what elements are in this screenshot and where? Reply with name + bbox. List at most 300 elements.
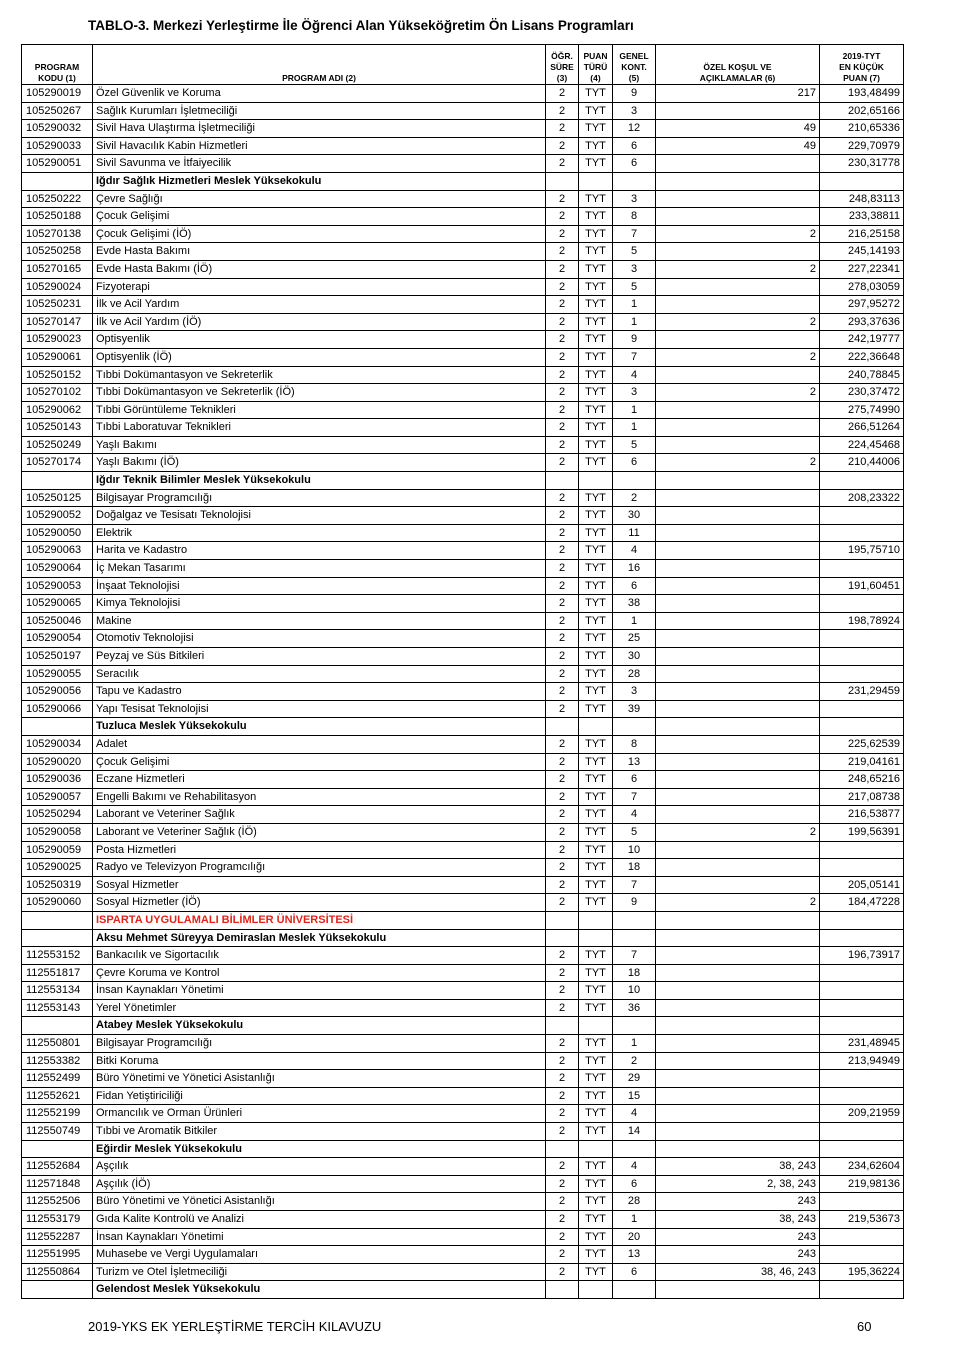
- score-type-cell: [579, 929, 613, 947]
- table-row: [22, 155, 904, 173]
- notes-cell: [656, 560, 820, 578]
- duration-cell: 2: [546, 507, 579, 525]
- notes-cell: [656, 489, 820, 507]
- quota-cell: 1: [613, 313, 656, 331]
- table-row: [22, 859, 904, 877]
- table-row: [22, 665, 904, 683]
- duration-cell: 2: [546, 1070, 579, 1088]
- program-name-cell: Yaşlı Bakımı (İÖ): [93, 454, 546, 472]
- quota-cell: 1: [613, 419, 656, 437]
- table-row: [22, 384, 904, 402]
- min-score-cell: [820, 595, 904, 613]
- program-code-cell: 112552684: [22, 1158, 93, 1176]
- program-code-cell: [22, 1017, 93, 1035]
- min-score-cell: 248,65216: [820, 771, 904, 789]
- min-score-cell: 191,60451: [820, 577, 904, 595]
- program-code-cell: 105290065: [22, 595, 93, 613]
- table-row: [22, 1193, 904, 1211]
- duration-cell: 2: [546, 947, 579, 965]
- duration-cell: 2: [546, 190, 579, 208]
- score-type-cell: TYT: [579, 313, 613, 331]
- quota-cell: 6: [613, 454, 656, 472]
- min-score-cell: [820, 911, 904, 929]
- notes-cell: 2: [656, 894, 820, 912]
- min-score-cell: 248,83113: [820, 190, 904, 208]
- quota-cell: 1: [613, 1035, 656, 1053]
- program-name-cell: Tapu ve Kadastro: [93, 683, 546, 701]
- table-row: [22, 454, 904, 472]
- table-row: [22, 876, 904, 894]
- duration-cell: 2: [546, 542, 579, 560]
- min-score-cell: 209,21959: [820, 1105, 904, 1123]
- quota-cell: [613, 718, 656, 736]
- quota-cell: 1: [613, 296, 656, 314]
- program-name-cell: Çevre Sağlığı: [93, 190, 546, 208]
- duration-cell: 2: [546, 648, 579, 666]
- score-type-cell: TYT: [579, 489, 613, 507]
- program-code-cell: 105290019: [22, 85, 93, 103]
- duration-cell: [546, 911, 579, 929]
- program-name-cell: Özel Güvenlik ve Koruma: [93, 85, 546, 103]
- duration-cell: 2: [546, 630, 579, 648]
- score-type-cell: TYT: [579, 102, 613, 120]
- notes-cell: [656, 771, 820, 789]
- score-type-cell: TYT: [579, 982, 613, 1000]
- quota-cell: 5: [613, 436, 656, 454]
- min-score-cell: 227,22341: [820, 260, 904, 278]
- header-duration: ÖĞR. SÜRE (3): [546, 45, 579, 85]
- min-score-cell: 198,78924: [820, 612, 904, 630]
- program-name-cell: İlk ve Acil Yardım: [93, 296, 546, 314]
- program-name-cell: Adalet: [93, 735, 546, 753]
- program-code-cell: 105290052: [22, 507, 93, 525]
- duration-cell: 2: [546, 366, 579, 384]
- score-type-cell: TYT: [579, 208, 613, 226]
- duration-cell: 2: [546, 1052, 579, 1070]
- program-name-cell: Iğdır Teknik Bilimler Meslek Yüksekokulu: [93, 472, 546, 490]
- duration-cell: 2: [546, 595, 579, 613]
- table-row: [22, 753, 904, 771]
- notes-cell: 49: [656, 120, 820, 138]
- min-score-cell: 231,29459: [820, 683, 904, 701]
- min-score-cell: 266,51264: [820, 419, 904, 437]
- notes-cell: [656, 1140, 820, 1158]
- program-code-cell: 112550801: [22, 1035, 93, 1053]
- table-row: [22, 401, 904, 419]
- program-code-cell: 105250152: [22, 366, 93, 384]
- min-score-cell: 193,48499: [820, 85, 904, 103]
- table-row: [22, 1087, 904, 1105]
- min-score-cell: 216,25158: [820, 225, 904, 243]
- table-row: [22, 436, 904, 454]
- notes-cell: [656, 999, 820, 1017]
- duration-cell: 2: [546, 612, 579, 630]
- score-type-cell: TYT: [579, 683, 613, 701]
- program-code-cell: [22, 1140, 93, 1158]
- notes-cell: [656, 542, 820, 560]
- program-code-cell: 112552287: [22, 1228, 93, 1246]
- notes-cell: [656, 1052, 820, 1070]
- quota-cell: 5: [613, 278, 656, 296]
- quota-cell: 3: [613, 384, 656, 402]
- min-score-cell: 231,48945: [820, 1035, 904, 1053]
- program-code-cell: 105250319: [22, 876, 93, 894]
- quota-cell: 14: [613, 1123, 656, 1141]
- min-score-cell: 210,65336: [820, 120, 904, 138]
- score-type-cell: TYT: [579, 366, 613, 384]
- score-type-cell: TYT: [579, 894, 613, 912]
- quota-cell: 5: [613, 243, 656, 261]
- program-code-cell: [22, 172, 93, 190]
- program-name-cell: İnşaat Teknolojisi: [93, 577, 546, 595]
- program-code-cell: 105250267: [22, 102, 93, 120]
- duration-cell: 2: [546, 1123, 579, 1141]
- duration-cell: 2: [546, 155, 579, 173]
- min-score-cell: 195,75710: [820, 542, 904, 560]
- quota-cell: 2: [613, 489, 656, 507]
- quota-cell: 8: [613, 735, 656, 753]
- table-row: [22, 683, 904, 701]
- notes-cell: [656, 718, 820, 736]
- table-row: [22, 542, 904, 560]
- program-name-cell: Sivil Havacılık Kabin Hizmetleri: [93, 137, 546, 155]
- score-type-cell: TYT: [579, 524, 613, 542]
- page-title: TABLO-3. Merkezi Yerleştirme İle Öğrenci Alan Yükseköğretim Ön Lisans Programları: [88, 18, 634, 33]
- duration-cell: 2: [546, 102, 579, 120]
- score-type-cell: TYT: [579, 964, 613, 982]
- table-row: [22, 788, 904, 806]
- notes-cell: 49: [656, 137, 820, 155]
- quota-cell: 39: [613, 700, 656, 718]
- duration-cell: 2: [546, 208, 579, 226]
- min-score-cell: [820, 1228, 904, 1246]
- table-row: [22, 348, 904, 366]
- program-name-cell: İlk ve Acil Yardım (İÖ): [93, 313, 546, 331]
- score-type-cell: TYT: [579, 120, 613, 138]
- header-score-type: PUAN TÜRÜ (4): [579, 45, 613, 85]
- table-row: [22, 260, 904, 278]
- quota-cell: 1: [613, 612, 656, 630]
- program-code-cell: 105290054: [22, 630, 93, 648]
- program-name-cell: Büro Yönetimi ve Yönetici Asistanlığı: [93, 1193, 546, 1211]
- score-type-cell: TYT: [579, 876, 613, 894]
- duration-cell: 2: [546, 683, 579, 701]
- score-type-cell: TYT: [579, 771, 613, 789]
- notes-cell: 2: [656, 823, 820, 841]
- school-heading-row: [22, 1140, 904, 1158]
- program-name-cell: Çocuk Gelişimi (İÖ): [93, 225, 546, 243]
- notes-cell: [656, 1087, 820, 1105]
- min-score-cell: 230,37472: [820, 384, 904, 402]
- notes-cell: [656, 331, 820, 349]
- program-code-cell: 105250258: [22, 243, 93, 261]
- school-heading-row: [22, 472, 904, 490]
- quota-cell: 3: [613, 260, 656, 278]
- notes-cell: [656, 190, 820, 208]
- duration-cell: 2: [546, 85, 579, 103]
- program-name-cell: Sosyal Hizmetler (İÖ): [93, 894, 546, 912]
- table-row: [22, 964, 904, 982]
- min-score-cell: [820, 1123, 904, 1141]
- min-score-cell: 229,70979: [820, 137, 904, 155]
- program-name-cell: Engelli Bakımı ve Rehabilitasyon: [93, 788, 546, 806]
- table-row: [22, 366, 904, 384]
- duration-cell: 2: [546, 1263, 579, 1281]
- program-code-cell: 105290050: [22, 524, 93, 542]
- min-score-cell: 297,95272: [820, 296, 904, 314]
- notes-cell: [656, 155, 820, 173]
- table-row: [22, 296, 904, 314]
- program-code-cell: [22, 911, 93, 929]
- program-name-cell: Laborant ve Veteriner Sağlık (İÖ): [93, 823, 546, 841]
- quota-cell: 18: [613, 964, 656, 982]
- program-code-cell: 105250294: [22, 806, 93, 824]
- notes-cell: [656, 436, 820, 454]
- notes-cell: 2: [656, 454, 820, 472]
- duration-cell: 2: [546, 243, 579, 261]
- min-score-cell: [820, 1070, 904, 1088]
- notes-cell: 217: [656, 85, 820, 103]
- duration-cell: 2: [546, 1105, 579, 1123]
- notes-cell: [656, 665, 820, 683]
- notes-cell: [656, 1017, 820, 1035]
- duration-cell: 2: [546, 489, 579, 507]
- notes-cell: 243: [656, 1246, 820, 1264]
- duration-cell: 2: [546, 1193, 579, 1211]
- table-row: [22, 894, 904, 912]
- school-heading-row: [22, 1281, 904, 1299]
- programs-table: [21, 44, 904, 1299]
- quota-cell: 30: [613, 648, 656, 666]
- program-code-cell: 105290032: [22, 120, 93, 138]
- min-score-cell: [820, 665, 904, 683]
- min-score-cell: 202,65166: [820, 102, 904, 120]
- notes-cell: 2: [656, 348, 820, 366]
- table-row: [22, 1211, 904, 1229]
- score-type-cell: TYT: [579, 542, 613, 560]
- program-code-cell: [22, 929, 93, 947]
- min-score-cell: 196,73917: [820, 947, 904, 965]
- program-name-cell: Büro Yönetimi ve Yönetici Asistanlığı: [93, 1070, 546, 1088]
- min-score-cell: 224,45468: [820, 436, 904, 454]
- program-name-cell: Evde Hasta Bakımı (İÖ): [93, 260, 546, 278]
- footer-title: 2019-YKS EK YERLEŞTİRME TERCİH KILAVUZU: [88, 1319, 382, 1334]
- notes-cell: [656, 788, 820, 806]
- program-code-cell: 112553179: [22, 1211, 93, 1229]
- program-name-cell: İç Mekan Tasarımı: [93, 560, 546, 578]
- duration-cell: 2: [546, 823, 579, 841]
- notes-cell: [656, 1123, 820, 1141]
- quota-cell: 7: [613, 225, 656, 243]
- min-score-cell: 230,31778: [820, 155, 904, 173]
- duration-cell: 2: [546, 120, 579, 138]
- program-name-cell: Sivil Savunma ve İtfaiyecilik: [93, 155, 546, 173]
- program-code-cell: 105250143: [22, 419, 93, 437]
- score-type-cell: TYT: [579, 947, 613, 965]
- school-heading-row: [22, 1017, 904, 1035]
- table-row: [22, 806, 904, 824]
- min-score-cell: 225,62539: [820, 735, 904, 753]
- notes-cell: 2: [656, 225, 820, 243]
- program-code-cell: 105250197: [22, 648, 93, 666]
- score-type-cell: [579, 1281, 613, 1299]
- university-heading-row: [22, 911, 904, 929]
- score-type-cell: TYT: [579, 1035, 613, 1053]
- header-program-name: PROGRAM ADI (2): [93, 45, 546, 85]
- score-type-cell: TYT: [579, 137, 613, 155]
- table-row: [22, 137, 904, 155]
- score-type-cell: TYT: [579, 1105, 613, 1123]
- program-code-cell: 105270174: [22, 454, 93, 472]
- quota-cell: 6: [613, 137, 656, 155]
- score-type-cell: TYT: [579, 419, 613, 437]
- duration-cell: 2: [546, 419, 579, 437]
- table-body: [22, 85, 904, 1299]
- program-code-cell: [22, 718, 93, 736]
- quota-cell: 3: [613, 102, 656, 120]
- notes-cell: [656, 1105, 820, 1123]
- program-name-cell: İnsan Kaynakları Yönetimi: [93, 982, 546, 1000]
- score-type-cell: TYT: [579, 1228, 613, 1246]
- program-code-cell: 105290034: [22, 735, 93, 753]
- score-type-cell: [579, 1140, 613, 1158]
- duration-cell: 2: [546, 665, 579, 683]
- score-type-cell: TYT: [579, 331, 613, 349]
- table-row: [22, 1052, 904, 1070]
- program-name-cell: Çocuk Gelişimi: [93, 753, 546, 771]
- table-row: [22, 507, 904, 525]
- quota-cell: 6: [613, 1175, 656, 1193]
- program-code-cell: [22, 472, 93, 490]
- quota-cell: 12: [613, 120, 656, 138]
- table-row: [22, 1035, 904, 1053]
- duration-cell: 2: [546, 964, 579, 982]
- quota-cell: 3: [613, 190, 656, 208]
- notes-cell: [656, 876, 820, 894]
- table-row: [22, 947, 904, 965]
- score-type-cell: TYT: [579, 225, 613, 243]
- score-type-cell: TYT: [579, 1070, 613, 1088]
- min-score-cell: 217,08738: [820, 788, 904, 806]
- score-type-cell: TYT: [579, 454, 613, 472]
- score-type-cell: [579, 911, 613, 929]
- program-name-cell: Gelendost Meslek Yüksekokulu: [93, 1281, 546, 1299]
- score-type-cell: TYT: [579, 700, 613, 718]
- notes-cell: [656, 419, 820, 437]
- duration-cell: 2: [546, 1211, 579, 1229]
- quota-cell: 28: [613, 1193, 656, 1211]
- table-row: [22, 102, 904, 120]
- score-type-cell: [579, 1017, 613, 1035]
- program-name-cell: Optisyenlik: [93, 331, 546, 349]
- min-score-cell: [820, 172, 904, 190]
- min-score-cell: 245,14193: [820, 243, 904, 261]
- quota-cell: 18: [613, 859, 656, 877]
- duration-cell: 2: [546, 876, 579, 894]
- duration-cell: 2: [546, 1228, 579, 1246]
- min-score-cell: [820, 841, 904, 859]
- program-code-cell: 105290033: [22, 137, 93, 155]
- notes-cell: [656, 630, 820, 648]
- quota-cell: 20: [613, 1228, 656, 1246]
- score-type-cell: TYT: [579, 665, 613, 683]
- program-code-cell: 105290056: [22, 683, 93, 701]
- duration-cell: [546, 718, 579, 736]
- program-name-cell: ISPARTA UYGULAMALI BİLİMLER ÜNİVERSİTESİ: [93, 911, 546, 929]
- notes-cell: [656, 683, 820, 701]
- score-type-cell: TYT: [579, 648, 613, 666]
- score-type-cell: TYT: [579, 1158, 613, 1176]
- min-score-cell: 208,23322: [820, 489, 904, 507]
- program-name-cell: Iğdır Sağlık Hizmetleri Meslek Yüksekokulu: [93, 172, 546, 190]
- quota-cell: 7: [613, 788, 656, 806]
- notes-cell: [656, 1035, 820, 1053]
- duration-cell: 2: [546, 859, 579, 877]
- min-score-cell: [820, 1281, 904, 1299]
- program-code-cell: 105290020: [22, 753, 93, 771]
- program-code-cell: 105270165: [22, 260, 93, 278]
- program-name-cell: Bilgisayar Programcılığı: [93, 1035, 546, 1053]
- program-name-cell: Tıbbi Laboratuvar Teknikleri: [93, 419, 546, 437]
- program-name-cell: Tuzluca Meslek Yüksekokulu: [93, 718, 546, 736]
- program-code-cell: 112550749: [22, 1123, 93, 1141]
- program-code-cell: 105290064: [22, 560, 93, 578]
- program-name-cell: Kimya Teknolojisi: [93, 595, 546, 613]
- quota-cell: 38: [613, 595, 656, 613]
- table-row: [22, 841, 904, 859]
- table-row: [22, 419, 904, 437]
- program-name-cell: Yapı Tesisat Teknolojisi: [93, 700, 546, 718]
- score-type-cell: TYT: [579, 630, 613, 648]
- notes-cell: [656, 841, 820, 859]
- quota-cell: 6: [613, 155, 656, 173]
- program-code-cell: 105290024: [22, 278, 93, 296]
- notes-cell: [656, 472, 820, 490]
- table-row: [22, 771, 904, 789]
- notes-cell: [656, 577, 820, 595]
- duration-cell: 2: [546, 700, 579, 718]
- table-row: [22, 1263, 904, 1281]
- min-score-cell: 219,53673: [820, 1211, 904, 1229]
- duration-cell: [546, 172, 579, 190]
- quota-cell: 11: [613, 524, 656, 542]
- score-type-cell: TYT: [579, 243, 613, 261]
- duration-cell: 2: [546, 999, 579, 1017]
- quota-cell: 15: [613, 1087, 656, 1105]
- duration-cell: 2: [546, 384, 579, 402]
- notes-cell: [656, 524, 820, 542]
- min-score-cell: 210,44006: [820, 454, 904, 472]
- program-code-cell: 112550864: [22, 1263, 93, 1281]
- min-score-cell: 240,78845: [820, 366, 904, 384]
- quota-cell: 10: [613, 982, 656, 1000]
- quota-cell: 7: [613, 348, 656, 366]
- score-type-cell: TYT: [579, 260, 613, 278]
- program-code-cell: 112571848: [22, 1175, 93, 1193]
- quota-cell: 7: [613, 876, 656, 894]
- quota-cell: [613, 1140, 656, 1158]
- min-score-cell: [820, 560, 904, 578]
- score-type-cell: TYT: [579, 841, 613, 859]
- min-score-cell: 278,03059: [820, 278, 904, 296]
- score-type-cell: TYT: [579, 85, 613, 103]
- score-type-cell: TYT: [579, 401, 613, 419]
- header-program-code: PROGRAM KODU (1): [22, 45, 93, 85]
- min-score-cell: 233,38811: [820, 208, 904, 226]
- duration-cell: 2: [546, 225, 579, 243]
- program-name-cell: Çocuk Gelişimi: [93, 208, 546, 226]
- program-name-cell: Posta Hizmetleri: [93, 841, 546, 859]
